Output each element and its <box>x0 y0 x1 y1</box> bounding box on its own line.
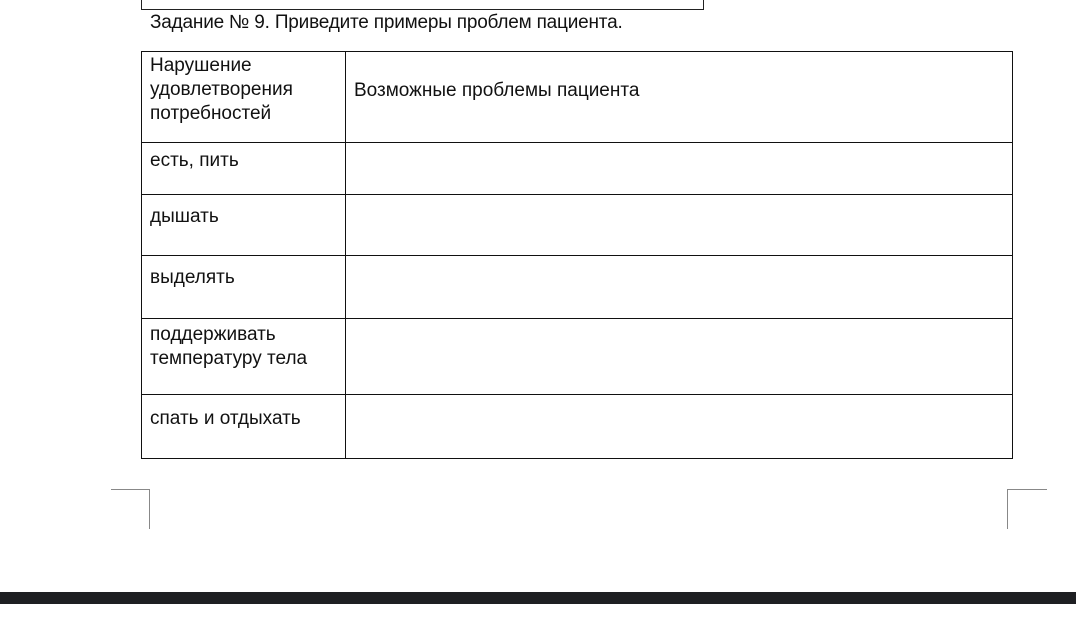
table-header-row <box>142 52 1013 143</box>
problems-cell[interactable] <box>346 395 1013 459</box>
previous-table-edge <box>141 0 704 10</box>
table-row <box>142 256 1013 319</box>
need-cell: есть, пить <box>142 143 346 195</box>
table-row <box>142 195 1013 256</box>
table-row <box>142 395 1013 459</box>
need-cell: выделять <box>142 256 346 319</box>
problems-table <box>141 51 1013 459</box>
problems-cell[interactable] <box>346 256 1013 319</box>
problems-cell[interactable] <box>346 143 1013 195</box>
task-title: Задание № 9. Приведите примеры проблем пациента. <box>150 12 623 33</box>
problems-cell[interactable] <box>346 195 1013 256</box>
header-cell-problems: Возможные проблемы пациента <box>346 52 1013 143</box>
header-cell-needs: Нарушение удовлетворения потребностей <box>142 52 346 143</box>
page-margin-corner-right <box>1007 489 1047 529</box>
table-row <box>142 319 1013 395</box>
need-cell: спать и отдыхать <box>142 395 346 459</box>
table-row <box>142 143 1013 195</box>
need-cell: дышать <box>142 195 346 256</box>
problems-cell[interactable] <box>346 319 1013 395</box>
page-break-bar <box>0 592 1076 604</box>
need-cell: поддерживать температуру тела <box>142 319 346 395</box>
page-margin-corner-left <box>111 489 150 529</box>
